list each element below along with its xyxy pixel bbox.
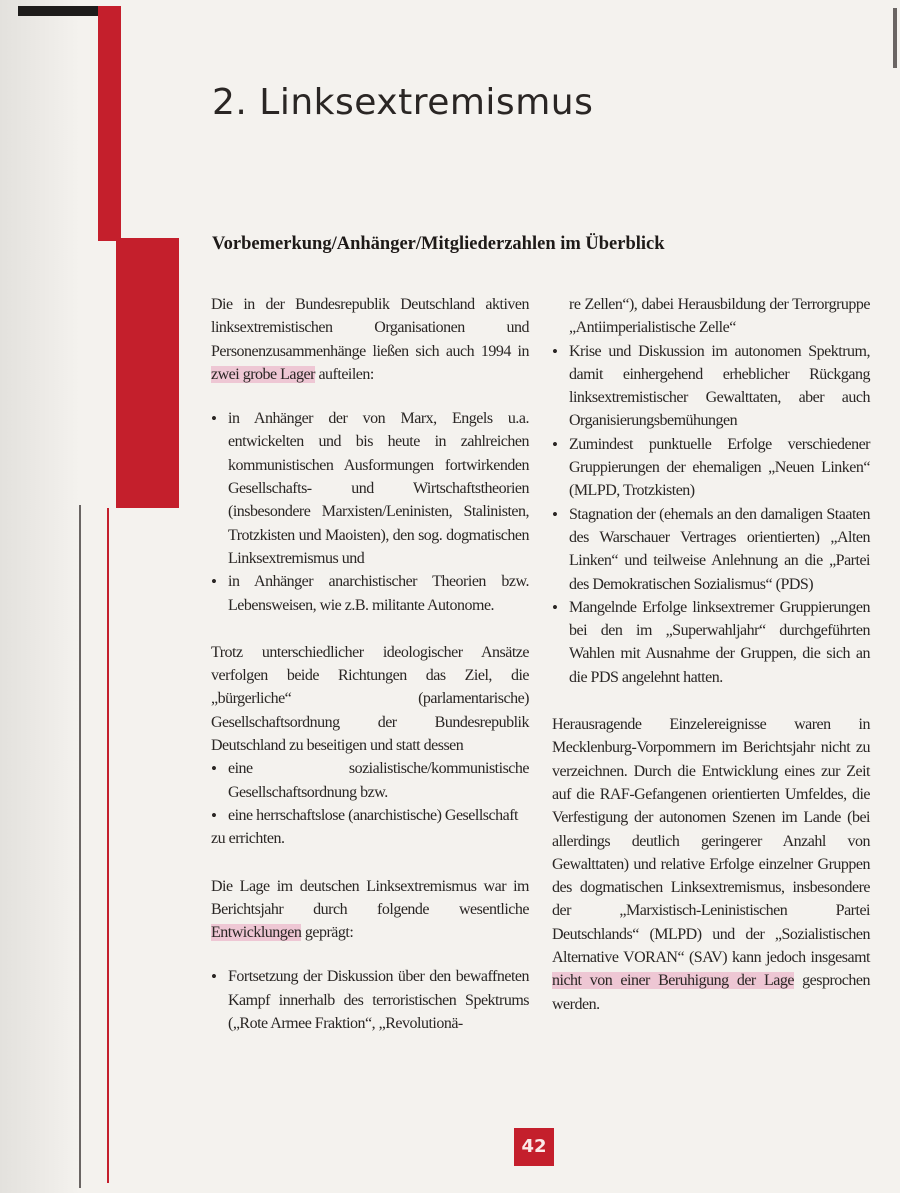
bullet-list — [211, 757, 529, 827]
red-margin-strip — [98, 6, 121, 241]
highlight: zwei grobe Lager — [211, 365, 315, 383]
list-item: • Stagnation der (ehemals an den damaligen Staaten des Warschauer Vertrages orientierten) „Alten Linken“ und teilweise Anlehnung an die „Partei des Demokratischen Sozialismus“ (PDS) — [552, 503, 870, 596]
bullet-list — [211, 965, 529, 1035]
highlight: nicht von einer Beruhigung der Lage — [552, 972, 794, 990]
binding-edge-line — [79, 505, 81, 1188]
red-margin-line — [107, 508, 109, 1183]
continued-text: re Zellen“), dabei Herausbildung der Terrorgruppe „Antiimperialistische Zelle“ — [569, 296, 870, 337]
bullet-list — [211, 407, 529, 617]
scan-shadow — [0, 0, 80, 1193]
page-number: 42 — [514, 1128, 554, 1166]
list-item: • in Anhänger der von Marx, Engels u.a. entwickelten und bis heute in zahlreichen kommunistischen Ausformungen fortwirkenden Gesellschafts- und Wirtschaftstheorien (insbesondere Marxisten/Leninisten, Stalinisten, Trotzkisten und Maoisten), den sog. dogmatischen Linksextremismus und — [211, 407, 529, 570]
list-item: • Krise und Diskussion im autonomen Spektrum, damit einhergehend erheblicher Rückgang linksextremistischer Gewalttaten, aber auch Organisierungsbemühungen — [552, 340, 870, 433]
list-item: • Fortsetzung der Diskussion über den bewaffneten Kampf innerhalb des terroristischen Spektrums („Rote Armee Fraktion“, „Revolutionä- — [211, 965, 529, 1035]
paragraph: Herausragende Einzelereignisse waren in Mecklenburg-Vorpommern im Berichtsjahr nicht zu verzeichnen. Durch die Entwicklung eines zur Zeit auf die RAF-Gefangenen orientierten Umfeldes, die Verfestigung der autonomen Szenen im Lande (bei allerdings deutlich geringerer Anzahl von Gewalttaten) und relative Erfolge einzelner Gruppen des dogmatischen Linksextremismus, insbesondere der „Marxistisch-Leninistischen Partei Deutschlands“ (MLPD) und der „Sozialistischen Alternative VORAN“ (SAV) kann jedoch insgesamt nicht von einer Beruhigung der Lage gesprochen werden. — [552, 716, 870, 1013]
right-column — [552, 293, 870, 1016]
red-margin-block — [116, 238, 179, 508]
top-bar-decoration — [18, 6, 103, 16]
page-edge-mark — [893, 8, 897, 68]
list-item: • in Anhänger anarchistischer Theorien bzw. Lebensweisen, wie z.B. militante Autonome. — [211, 570, 529, 617]
list-item: • Mangelnde Erfolge linksextremer Gruppierungen bei den im „Superwahljahr“ durchgeführten Wahlen mit Ausnahme der Gruppen, die sich an die PDS angelehnt hatten. — [552, 596, 870, 689]
bullet-list — [552, 340, 870, 689]
highlight: Entwicklungen — [211, 924, 302, 942]
list-item: • eine herrschaftslose (anarchistische) Gesellschaft — [211, 804, 529, 827]
section-heading: Vorbemerkung/Anhänger/Mitgliederzahlen im Überblick — [212, 234, 665, 254]
intro-paragraph: Die in der Bundesrepublik Deutschland aktiven linksextremistischen Organisationen und Personenzusammenhänge ließen sich auch 1994 in zwei grobe Lager aufteilen: — [211, 296, 529, 383]
list-item: • Zumindest punktuelle Erfolge verschiedener Gruppierungen der ehemaligen „Neuen Linken“ (MLPD, Trotzkisten) — [552, 433, 870, 503]
left-column — [211, 293, 529, 1035]
list-item: • eine sozialistische/kommunistische Gesellschaftsordnung bzw. — [211, 757, 529, 804]
paragraph: Trotz unterschiedlicher ideologischer Ansätze verfolgen beide Richtungen das Ziel, die „bürgerliche“ (parlamentarische) Gesellschaftsordnung der Bundesrepublik Deutschland zu beseitigen und statt dessen — [211, 643, 529, 755]
paragraph: Die Lage im deutschen Linksextremismus war im Berichtsjahr durch folgende wesentliche Entwicklungen geprägt: — [211, 877, 529, 942]
chapter-title: 2. Linksextremismus — [212, 82, 594, 123]
paragraph-end: zu errichten. — [211, 830, 285, 848]
